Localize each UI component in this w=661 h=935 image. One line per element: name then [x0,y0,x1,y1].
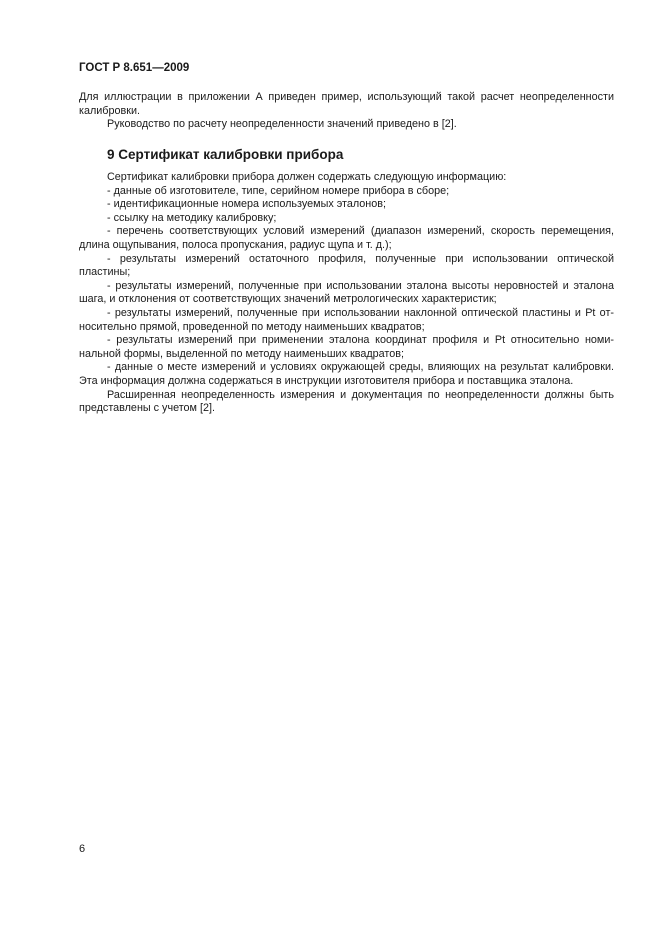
document-header: ГОСТ Р 8.651—2009 [79,62,190,74]
list-item: - перечень соответствующих условий измерений (диапазон измерений, скорость перемещения, длина ощупывания, полоса пропускания, радиус щупа и т. д.); [79,225,614,251]
list-item: - данные об изготовителе, типе, серийном номере прибора в сборе; [107,184,450,197]
page-number: 6 [79,843,86,855]
list-item: - результаты измерений остаточного профиля, полученные при использовании оптической пластины; [79,252,614,279]
list-item: - результаты измерений, полученные при использовании эталона высоты неровностей и эталона шага, и отклонения от соответствующих значений метрологических характеристик; [79,279,614,306]
section-heading: 9 Сертификат калибровки прибора [107,147,344,162]
list-item: - данные о месте измерений и условиях окружающей среды, влияющих на результат калибровки. Эта информация должна содержаться в инструкции изготовителя прибора и поставщика эталона. [79,361,614,387]
section-body [79,171,614,416]
paragraph: Для иллюстрации в приложении А приведен пример, использующий такой расчет неопределенности калибровки. [79,91,614,117]
list-item: - идентификационные номера используемых эталонов; [107,198,386,211]
paragraph: Руководство по расчету неопределенности значений приведено в [2]. [107,118,457,131]
intro-text [79,91,614,132]
paragraph: Расширенная неопределенность измерения и документация по неопределенности должны быть представлены с учетом [2]. [79,388,614,415]
paragraph: Сертификат калибровки прибора должен содержать следующую информацию: [107,171,507,183]
list-item: - результаты измерений при применении эталона координат профиля и Pt относительно номинальной формы, выделенной по методу наименьших квадратов; [79,334,614,360]
list-item: - ссылку на методику калибровку; [107,211,277,224]
list-item: - результаты измерений, полученные при использовании наклонной оптической пластины и Pt относительно прямой, проведенной по методу наименьших квадратов; [79,306,614,333]
